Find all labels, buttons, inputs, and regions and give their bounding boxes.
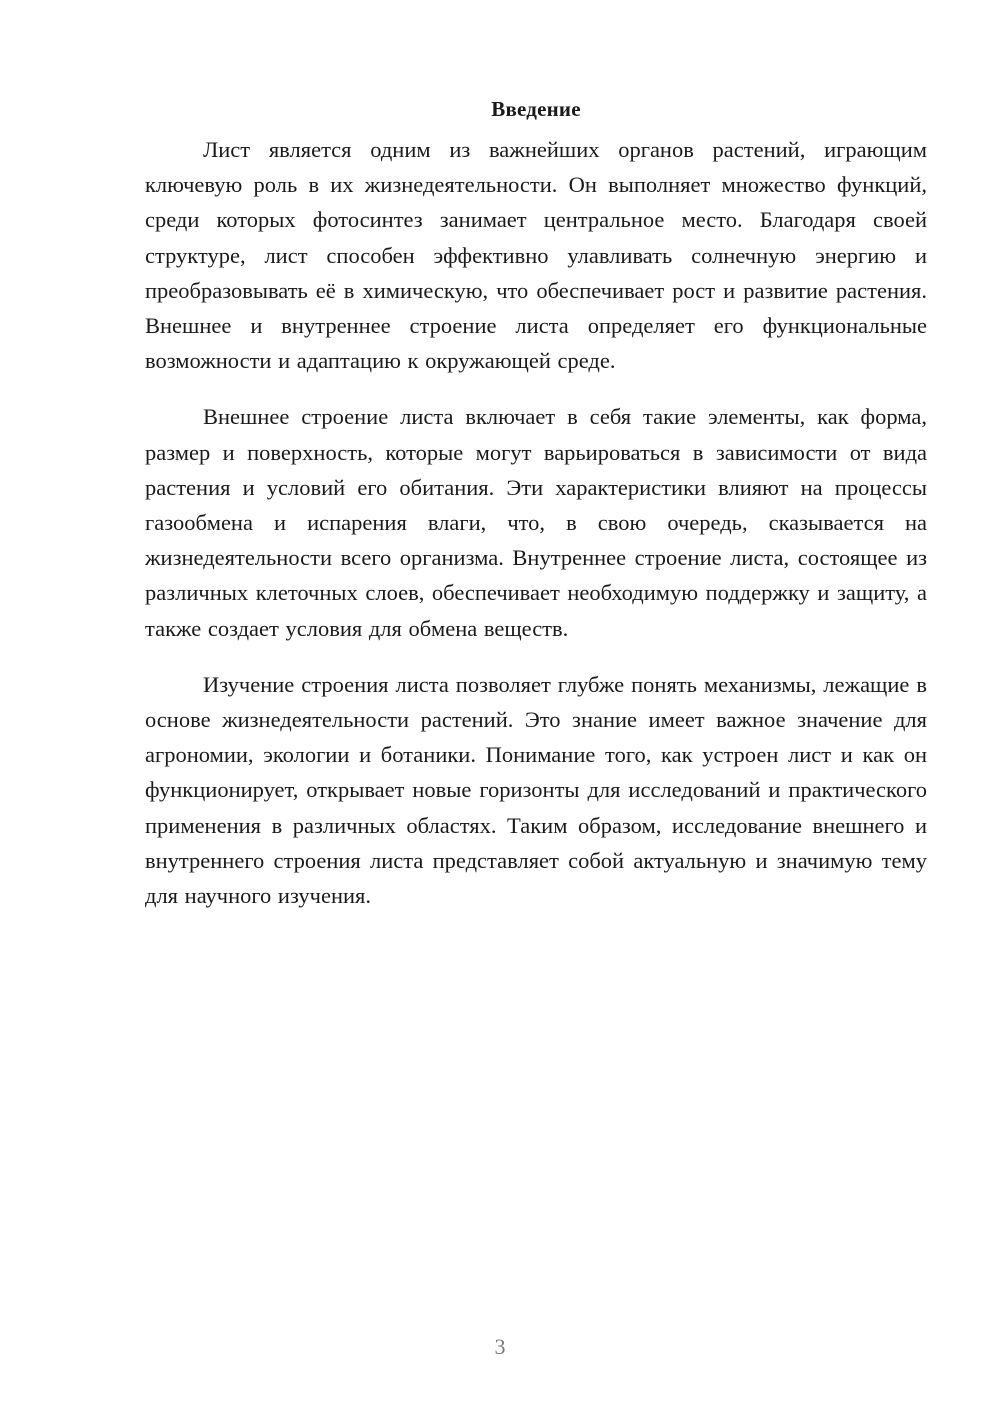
section-title: Введение: [491, 97, 581, 121]
page-content: [145, 92, 927, 934]
page-number: 3: [494, 1334, 506, 1359]
paragraph-1: Лист является одним из важнейших органов растений, играющим ключевую роль в их жизнедеятельности. Он выполняет множество функций, среди которых фотосинтез занимает центральное место. Благодаря своей структуре, лист способен эффективно улавливать солнечную энергию и преобразовывать её в химическую, что обеспечивает рост и развитие растения. Внешнее и внутреннее строение листа определяет его функциональные возможности и адаптацию к окружающей среде.: [145, 137, 927, 374]
paragraph-2: Внешнее строение листа включает в себя такие элементы, как форма, размер и поверхность, которые могут варьироваться в зависимости от вида растения и условий его обитания. Эти характеристики влияют на процессы газообмена и испарения влаги, что, в свою очередь, сказывается на жизнедеятельности всего организма. Внутреннее строение листа, состоящее из различных клеточных слоев, обеспечивает необходимую поддержку и защиту, а также создает условия для обмена веществ.: [145, 404, 927, 641]
paragraph-3: Изучение строения листа позволяет глубже понять механизмы, лежащие в основе жизнедеятельности растений. Это знание имеет важное значение для агрономии, экологии и ботаники. Понимание того, как устроен лист и как он функционирует, открывает новые горизонты для исследований и практического применения в различных областях. Таким образом, исследование внешнего и внутреннего строения листа представляет собой актуальную и значимую тему для научного изучения.: [145, 671, 927, 909]
